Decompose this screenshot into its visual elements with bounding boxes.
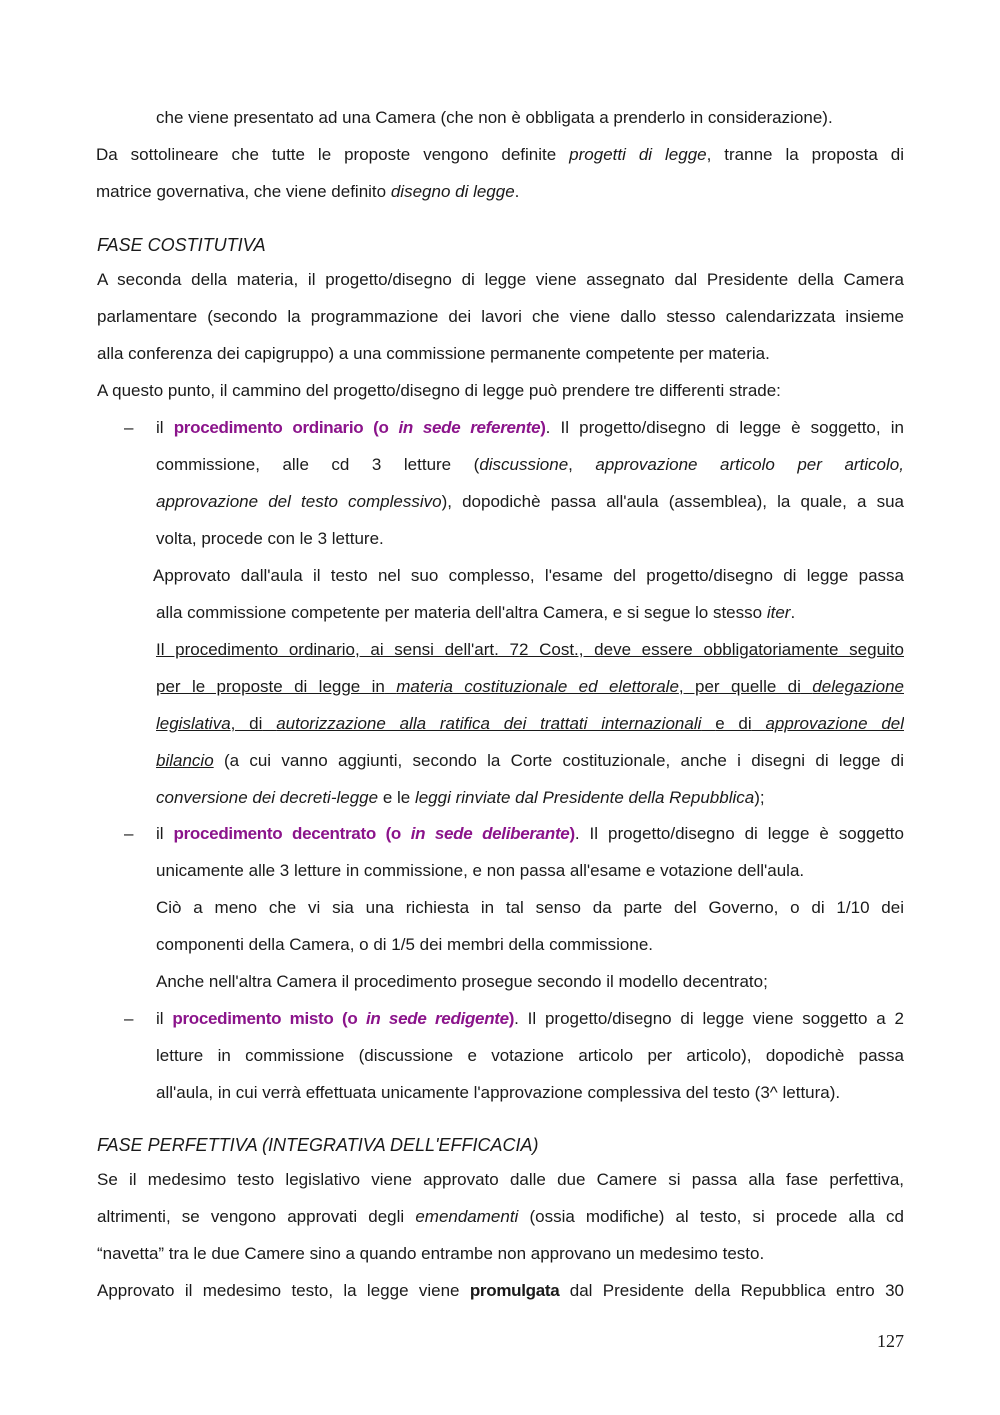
paragraph-line: “navetta” tra le due Camere sino a quando entrambe non approvano un medesimo testo. xyxy=(97,1244,765,1263)
text: . Il progetto/disegno di legge viene soggetto a 2 xyxy=(514,1009,904,1028)
text: dal Presidente della Repubblica entro 30 xyxy=(569,1281,904,1300)
section-heading-fase-costitutiva: FASE COSTITUTIVA xyxy=(97,235,266,255)
italic-term: approvazione articolo per articolo, xyxy=(595,455,904,474)
italic-term: disegno di legge xyxy=(390,182,515,201)
list-item-line: letture in commissione (discussione e votazione articolo per articolo), dopodichè passa xyxy=(156,1046,904,1065)
italic-term: bilancio xyxy=(156,751,214,770)
procedure-label xyxy=(172,1009,514,1028)
italic-term: in sede redigente xyxy=(365,1009,509,1028)
italic-term: autorizzazione alla ratifica dei trattati internazionali xyxy=(276,714,702,733)
text: alla commissione competente per materia dell'altra Camera, e si segue lo stesso xyxy=(156,603,763,622)
text: e le xyxy=(378,788,415,807)
text: , di xyxy=(230,714,263,733)
text: (a cui vanno aggiunti, secondo la Corte costituzionale, anche i disegni di legge di xyxy=(213,751,904,770)
text: Da sottolineare che tutte le proposte vengono definite xyxy=(96,145,557,164)
text: ); xyxy=(754,788,765,807)
intro-line-2 xyxy=(96,144,904,166)
italic-term: approvazione del testo complessivo xyxy=(156,492,442,511)
italic-term: conversione dei decreti-legge xyxy=(156,788,379,807)
italic-term: legislativa xyxy=(156,714,231,733)
list-item-line: Anche nell'altra Camera il procedimento prosegue secondo il modello decentrato; xyxy=(156,972,768,991)
text: . Il progetto/disegno di legge è soggetto xyxy=(574,824,904,843)
italic-term: leggi rinviate dal Presidente della Repubblica xyxy=(414,788,755,807)
italic-term: iter xyxy=(766,603,791,622)
text: procedimento misto (o xyxy=(172,1009,358,1028)
text: matrice governativa, che viene definito xyxy=(96,182,387,201)
list-item-line: Ciò a meno che vi sia una richiesta in tal senso da parte del Governo, o di 1/10 dei xyxy=(156,898,904,917)
text: il xyxy=(156,1009,164,1028)
bold-term: promulgata xyxy=(469,1281,560,1300)
text: . Il progetto/disegno di legge è soggetto, in xyxy=(545,418,904,437)
text: procedimento ordinario (o xyxy=(173,418,389,437)
text: , tranne la proposta di xyxy=(706,145,904,164)
italic-term: progetti di legge xyxy=(569,145,707,164)
list-item-line xyxy=(156,750,904,772)
list-item-decentrato xyxy=(156,823,904,845)
text: , xyxy=(568,455,573,474)
bullet-dash: – xyxy=(124,418,134,437)
text: per le proposte di legge in xyxy=(156,677,385,696)
paragraph-line: Se il medesimo testo legislativo viene approvato dalle due Camere si passa alla fase perfettiva, xyxy=(97,1170,904,1189)
italic-term: delegazione xyxy=(812,677,904,696)
text: ) xyxy=(540,418,546,437)
text: il xyxy=(156,418,164,437)
text: altrimenti, se vengono approvati degli xyxy=(97,1207,405,1226)
list-item-line: all'aula, in cui verrà effettuata unicamente l'approvazione complessiva del testo (3^ lettura). xyxy=(156,1083,841,1102)
paragraph-line: A questo punto, il cammino del progetto/disegno di legge può prendere tre differenti strade: xyxy=(97,381,781,400)
list-item-line: Approvato dall'aula il testo nel suo complesso, l'esame del progetto/disegno di legge passa xyxy=(153,566,904,585)
italic-term: approvazione del xyxy=(765,714,904,733)
bullet-dash: – xyxy=(124,824,134,843)
text: il xyxy=(156,824,164,843)
italic-term: discussione xyxy=(479,455,569,474)
list-item-line xyxy=(156,787,765,809)
text: . xyxy=(790,603,796,622)
italic-term: materia costituzionale ed elettorale xyxy=(396,677,679,696)
paragraph-line xyxy=(97,1206,904,1228)
underlined-line: Il procedimento ordinario, ai sensi dell'art. 72 Cost., deve essere obbligatoriamente seguito xyxy=(156,640,904,659)
intro-line-1: che viene presentato ad una Camera (che non è obbligata a prenderlo in considerazione). xyxy=(156,108,833,127)
text: , per quelle di xyxy=(678,677,801,696)
list-item-misto xyxy=(156,1008,904,1030)
paragraph-line: parlamentare (secondo la programmazione dei lavori che viene dallo stesso calendarizzata insieme xyxy=(97,307,904,326)
text: (ossia modifiche) al testo, si procede alla cd xyxy=(529,1207,904,1226)
italic-term: in sede deliberante xyxy=(410,824,570,843)
list-item-line: unicamente alle 3 letture in commissione, e non passa all'esame e votazione dell'aula. xyxy=(156,861,805,880)
underlined-line xyxy=(156,713,904,735)
intro-line-3 xyxy=(96,181,519,203)
italic-term: emendamenti xyxy=(415,1207,519,1226)
text: procedimento decentrato (o xyxy=(173,824,402,843)
text: . xyxy=(514,182,520,201)
text: commissione, alle cd 3 letture ( xyxy=(156,455,480,474)
list-item-line xyxy=(156,454,904,476)
list-item-line: componenti della Camera, o di 1/5 dei membri della commissione. xyxy=(156,935,654,954)
underlined-line xyxy=(156,676,904,698)
procedure-label xyxy=(174,418,546,437)
bullet-dash: – xyxy=(124,1009,134,1028)
text: Approvato il medesimo testo, la legge viene xyxy=(97,1281,460,1300)
paragraph-line: alla conferenza dei capigruppo) a una commissione permanente competente per materia. xyxy=(97,344,770,363)
paragraph-line xyxy=(97,1280,904,1302)
paragraph-line: A seconda della materia, il progetto/disegno di legge viene assegnato dal Presidente della Camera xyxy=(97,270,904,289)
list-item-ordinario xyxy=(156,417,904,439)
text: ) xyxy=(508,1009,515,1028)
section-heading-fase-perfettiva: FASE PERFETTIVA (INTEGRATIVA DELL'EFFICACIA) xyxy=(97,1135,539,1155)
list-item-line xyxy=(156,602,795,624)
procedure-label xyxy=(174,824,575,843)
italic-term: in sede referente xyxy=(398,418,541,437)
text: e di xyxy=(715,714,752,733)
list-item-line: volta, procede con le 3 letture. xyxy=(156,529,384,548)
text: ), dopodichè passa all'aula (assemblea), la quale, a sua xyxy=(441,492,904,511)
list-item-line xyxy=(156,491,904,513)
text: ) xyxy=(569,824,575,843)
page-number: 127 xyxy=(877,1331,904,1351)
